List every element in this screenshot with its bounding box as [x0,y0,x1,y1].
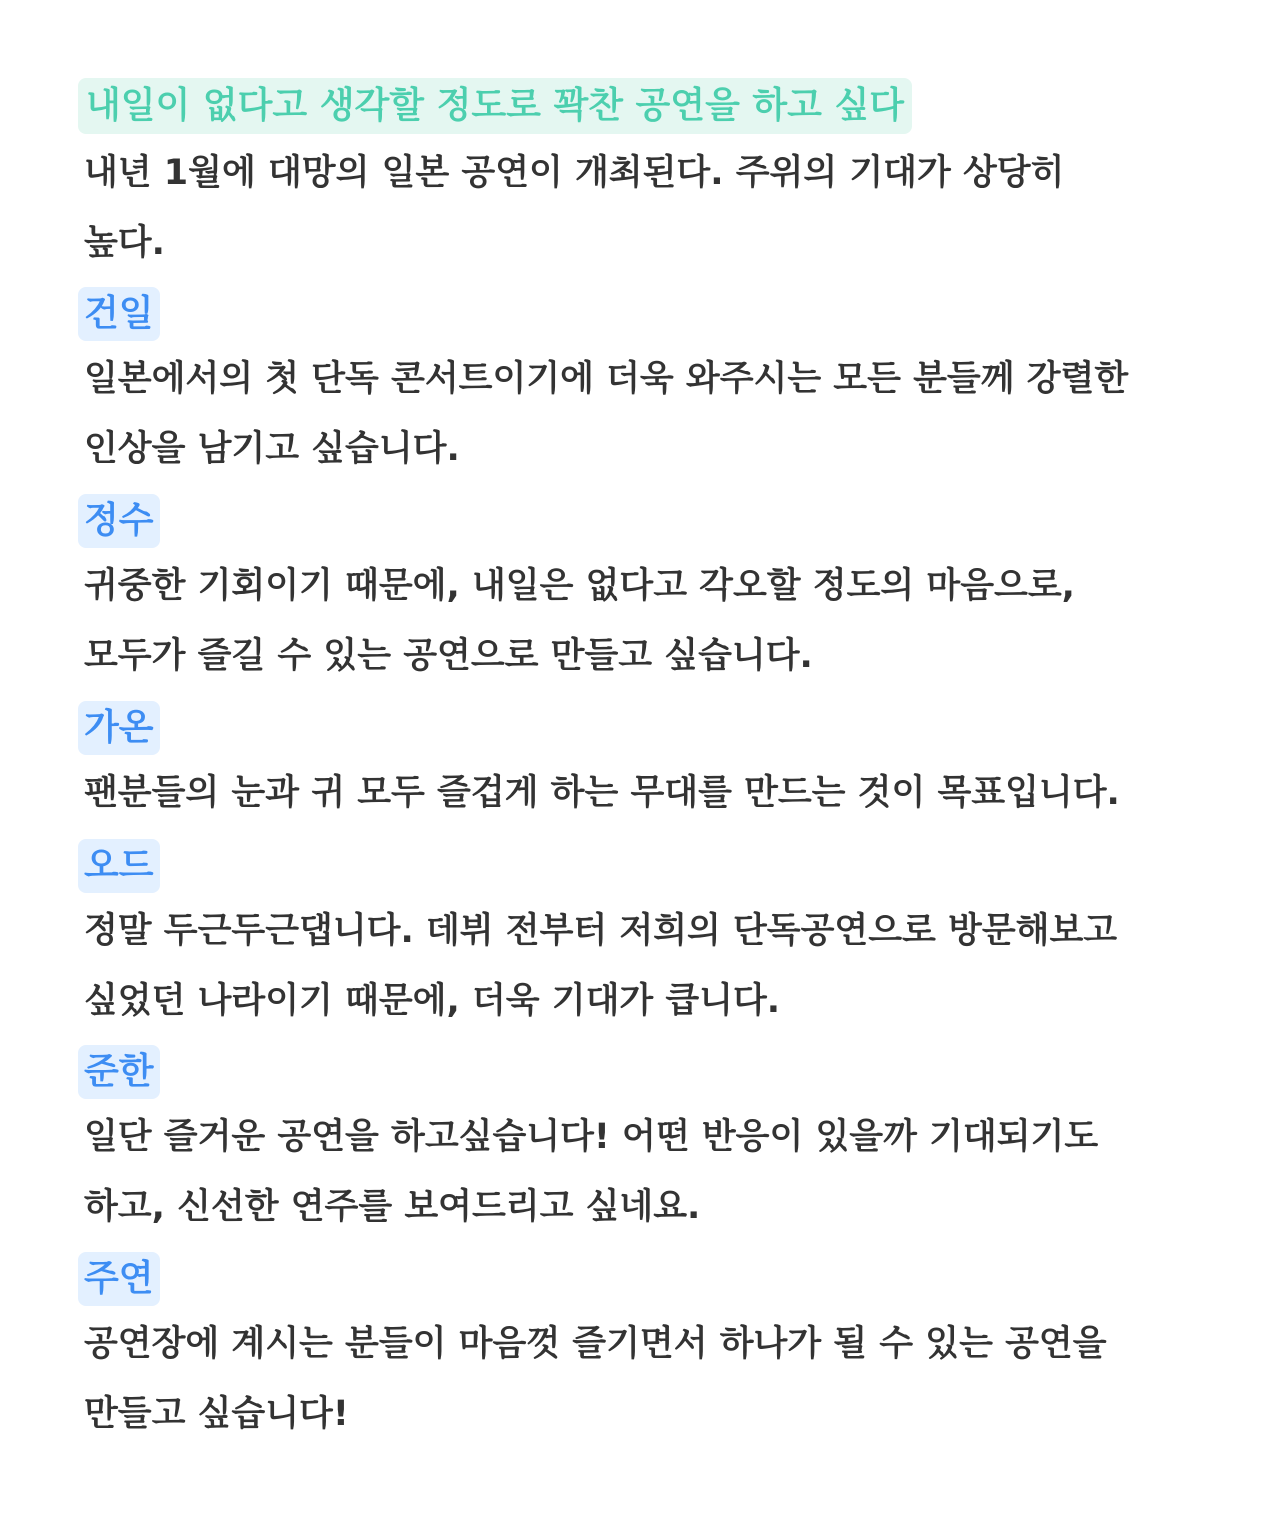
member-statement [84,344,1204,484]
member-statement [84,896,1204,1036]
member-name-tag: 준한 [78,1045,160,1099]
member-statement [84,1102,1204,1242]
statement-line: 인상을 남기고 싶습니다. [84,429,460,469]
intro-line: 내년 1월에 대망의 일본 공연이 개최된다. 주위의 기대가 상당히 [84,153,1065,193]
member-name-tag: 건일 [78,287,160,341]
member-name-tag: 주연 [78,1252,160,1306]
member-name-tag: 가온 [78,701,160,755]
intro-line: 높다. [84,223,165,263]
statement-line: 싶었던 나라이기 때문에, 더욱 기대가 큽니다. [84,981,781,1021]
statement-line: 일단 즐거운 공연을 하고싶습니다! 어떤 반응이 있을까 기대되기도 [84,1117,1099,1157]
statement-line: 공연장에 계시는 분들이 마음껏 즐기면서 하나가 될 수 있는 공연을 [84,1324,1107,1364]
statement-line: 모두가 즐길 수 있는 공연으로 만들고 싶습니다. [84,636,813,676]
member-statement [84,758,1204,828]
statement-line: 팬분들의 눈과 귀 모두 즐겁게 하는 무대를 만드는 것이 목표입니다. [84,773,1120,813]
member-statement [84,551,1204,691]
member-name-tag: 오드 [78,839,160,893]
statement-line: 귀중한 기회이기 때문에, 내일은 없다고 각오할 정도의 마음으로, [84,566,1075,606]
statement-line: 만들고 싶습니다! [84,1394,349,1434]
statement-line: 정말 두근두근댑니다. 데뷔 전부터 저희의 단독공연으로 방문해보고 [84,911,1118,951]
member-name-tag: 정수 [78,494,160,548]
statement-line: 일본에서의 첫 단독 콘서트이기에 더욱 와주시는 모든 분들께 강렬한 [84,359,1129,399]
member-statement [84,1309,1204,1449]
intro-paragraph [84,138,1204,278]
statement-line: 하고, 신선한 연주를 보여드리고 싶네요. [84,1187,701,1227]
headline-highlight: 내일이 없다고 생각할 정도로 꽉찬 공연을 하고 싶다 [78,78,912,134]
